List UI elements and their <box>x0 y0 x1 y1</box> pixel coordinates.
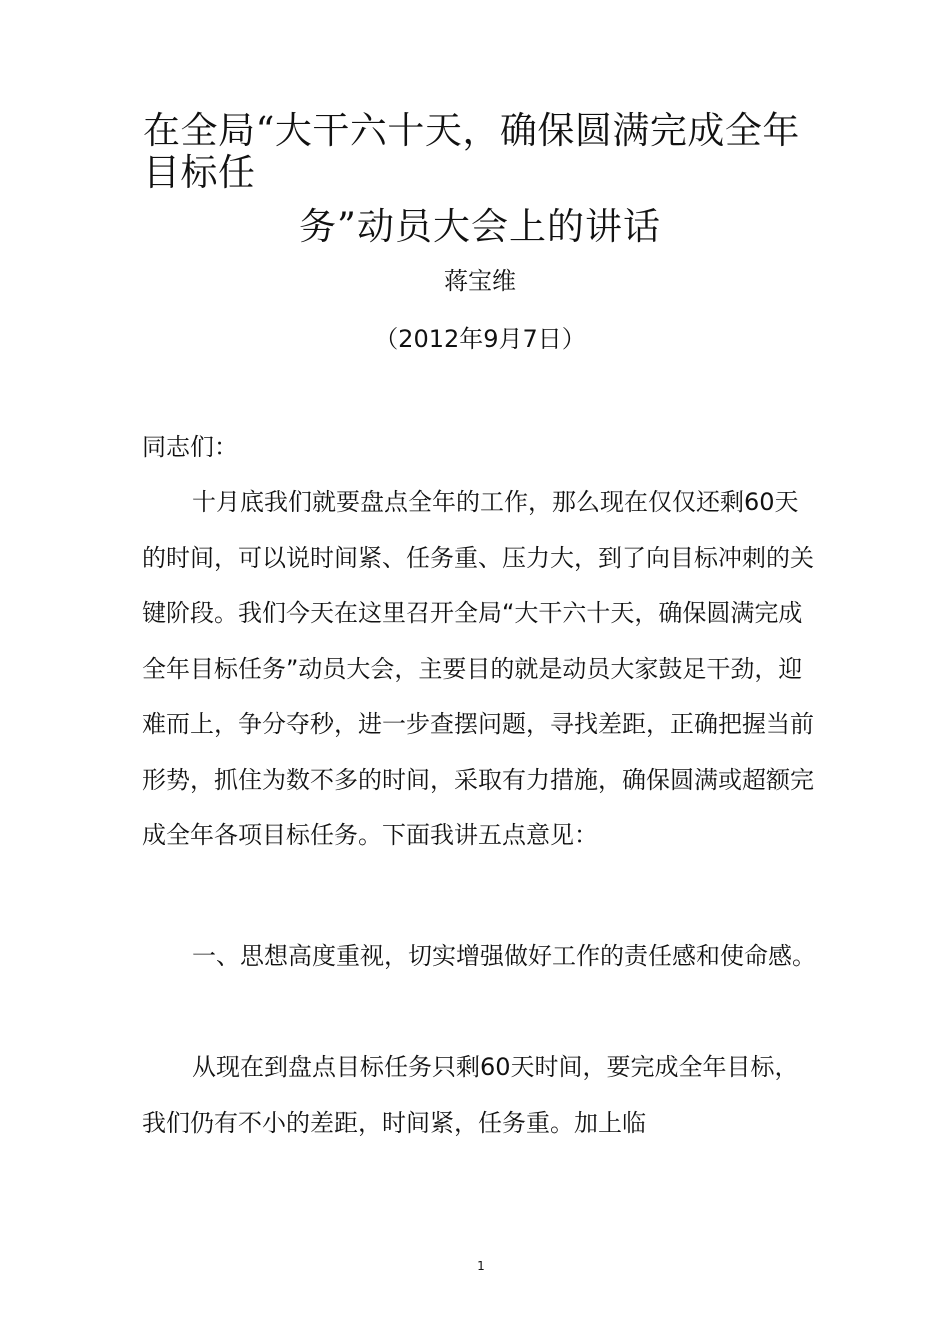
section-1-heading: 一、思想高度重视，切实增强做好工作的责任感和使命感。 <box>192 942 816 970</box>
page-number: 1 <box>477 1259 485 1273</box>
paragraph-1: 十月底我们就要盘点全年的工作，那么现在仅仅还剩60天的时间，可以说时间紧、任务重、压力大，到了向目标冲刺的关键阶段。我们今天在这里召开全局“大干六十天，确保圆满完成全年目标任务”动员大会，主要目的就是动员大家鼓足干劲，迎难而上，争分夺秒，进一步查摆问题，寻找差距，正确把握当前形势，抓住为数不多的时间，采取有力措施，确保圆满或超额完成全年各项目标任务。下面我讲五点意见： <box>142 488 814 849</box>
greeting: 同志们： <box>142 433 238 461</box>
author-name: 蒋宝维 <box>444 267 516 295</box>
speech-date: （2012年9月7日） <box>374 325 586 353</box>
paragraph-2: 从现在到盘点目标任务只剩60天时间，要完成全年目标，我们仍有不小的差距，时间紧，任务重。加上临 <box>142 1053 799 1137</box>
title-line-1: 在全局“大干六十天，确保圆满完成全年目标任 <box>143 109 800 194</box>
title-line-2: 务”动员大会上的讲话 <box>299 205 661 248</box>
